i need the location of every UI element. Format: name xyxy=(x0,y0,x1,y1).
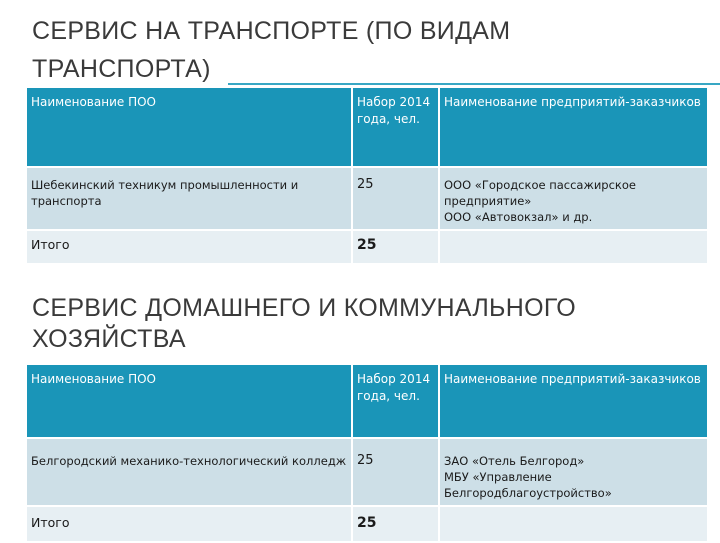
customer-item: ООО «Городское пассажирское предприятие» xyxy=(444,178,636,208)
customer-item: ООО «Автовокзал» и др. xyxy=(444,210,593,224)
customer-item: МБУ «Управление Белгородблагоустройство» xyxy=(444,470,612,500)
total-count: 25 xyxy=(352,230,439,264)
total-empty-cell xyxy=(439,230,707,264)
poo-name-cell: Шебекинский техникум промышленности и транспорта xyxy=(27,167,352,230)
header-poo-name: Наименование ПОО xyxy=(27,365,352,438)
total-empty-cell xyxy=(439,506,707,542)
customers-cell xyxy=(439,167,707,230)
total-count: 25 xyxy=(352,506,439,542)
header-customers: Наименование предприятий-заказчиков xyxy=(439,365,707,438)
enrollment-cell: 25 xyxy=(352,167,439,230)
transport-service-table xyxy=(27,88,707,265)
table-header-row xyxy=(27,88,707,167)
section1-title: СЕРВИС НА ТРАНСПОРТЕ (ПО ВИДАМ ТРАНСПОРТА) xyxy=(32,17,511,83)
total-row xyxy=(27,230,707,264)
section2-title: СЕРВИС ДОМАШНЕГО И КОММУНАЛЬНОГО ХОЗЯЙСТВА xyxy=(32,294,577,353)
total-label: Итого xyxy=(27,230,352,264)
customers-cell xyxy=(439,438,707,506)
title-underline xyxy=(228,83,720,85)
total-label: Итого xyxy=(27,506,352,542)
header-poo-name: Наименование ПОО xyxy=(27,88,352,167)
header-customers: Наименование предприятий-заказчиков xyxy=(439,88,707,167)
enrollment-cell: 25 xyxy=(352,438,439,506)
header-enrollment: Набор 2014 года, чел. xyxy=(352,88,439,167)
customer-item: ЗАО «Отель Белгород» xyxy=(444,454,585,468)
total-row xyxy=(27,506,707,542)
table-header-row xyxy=(27,365,707,438)
header-enrollment: Набор 2014 года, чел. xyxy=(352,365,439,438)
table-row xyxy=(27,438,707,506)
poo-name-cell: Белгородский механико-технологический колледж xyxy=(27,438,352,506)
table-row xyxy=(27,167,707,230)
household-service-table xyxy=(27,365,707,543)
